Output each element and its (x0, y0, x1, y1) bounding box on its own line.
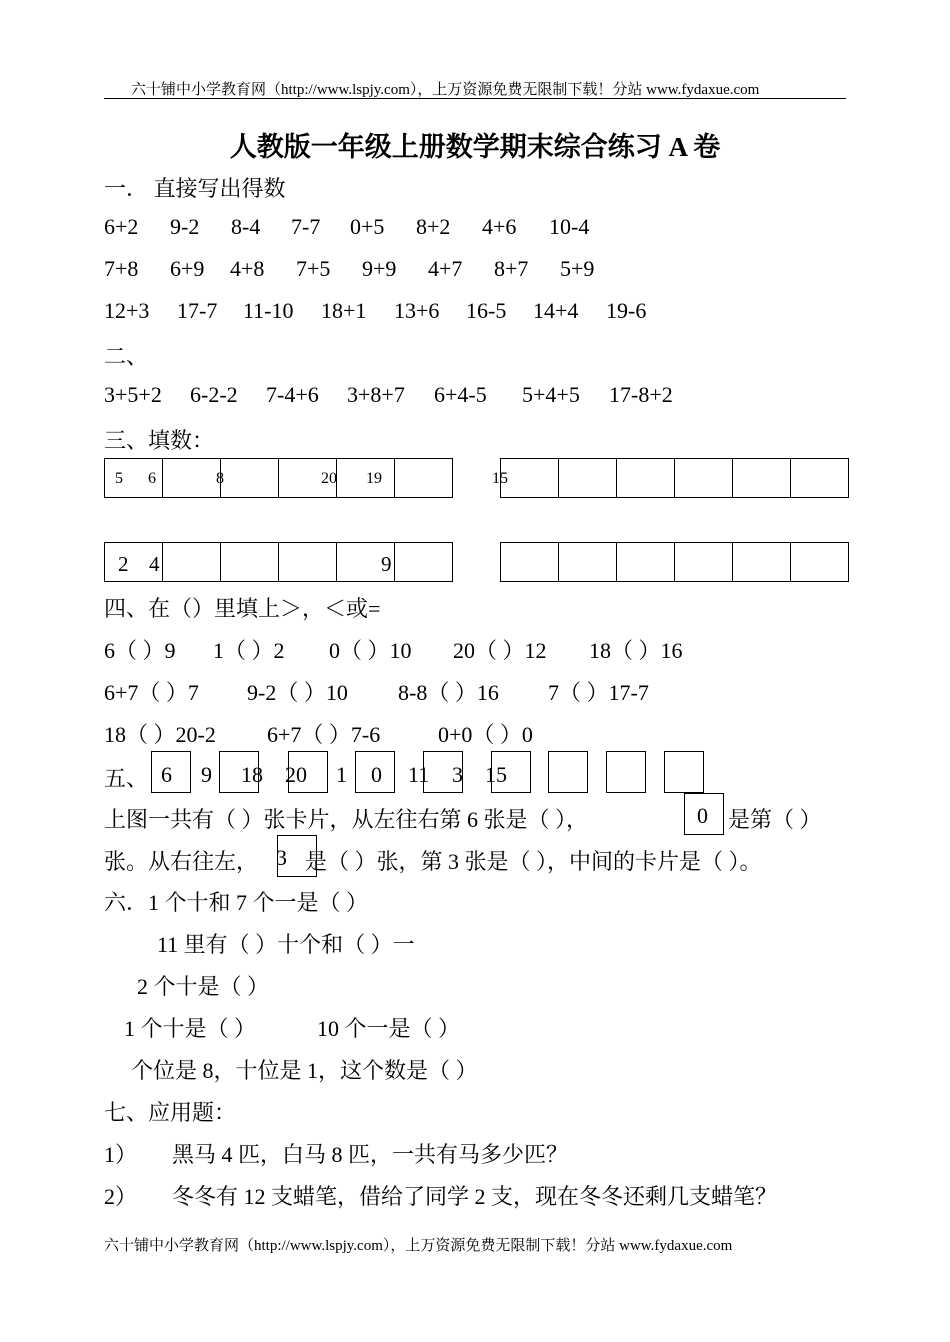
grid-cell[interactable] (559, 459, 617, 497)
inline-card-value: 3 (276, 845, 287, 870)
card-value: 6 (161, 762, 172, 787)
expression: 16-5 (466, 298, 507, 323)
section-4-row-1 (104, 634, 724, 664)
blank-card (548, 751, 588, 793)
grid-cell[interactable] (163, 459, 221, 497)
expression: 4+7 (428, 256, 463, 281)
expression: 19-6 (606, 298, 647, 323)
expression: 9-2 (170, 214, 200, 239)
grid-number: 5 (115, 470, 123, 487)
section-6-line-4b: 10 个一是（ ） (317, 1016, 461, 1041)
expression: 4+8 (230, 256, 265, 281)
section-2-title: 二、 (104, 344, 149, 369)
expression: 11-10 (243, 298, 294, 323)
comparison: 6+7（ ）7-6 (267, 722, 381, 747)
page-header: 六十铺中小学教育网（http://www.lspjy.com），上万资源免费无限制下载！分站 www.fydaxue.com (131, 82, 760, 98)
section-6-line-2: 11 里有（ ）十个和（ ）一 (157, 932, 415, 957)
section-7-title: 七、应用题： (104, 1100, 237, 1125)
grid-cell[interactable] (733, 459, 791, 497)
card-value: 20 (285, 762, 307, 787)
inline-card-value: 0 (697, 803, 708, 828)
comparison: 8-8（ ）16 (398, 680, 499, 705)
grid-cell[interactable] (221, 459, 279, 497)
number-grid-3 (104, 542, 453, 582)
comparison: 9-2（ ）10 (247, 680, 348, 705)
expression: 7-4+6 (266, 382, 319, 407)
grid-cell[interactable] (617, 459, 675, 497)
section-6-line-3: 2 个十是（ ） (137, 974, 270, 999)
word-problem-2: 冬冬有 12 支蜡笔，借给了同学 2 支，现在冬冬还剩几支蜡笔？ (172, 1184, 778, 1209)
expression: 8+2 (416, 214, 451, 239)
section-1-row-2 (104, 256, 704, 286)
section-5-question-1-end: 是第（ ） (728, 807, 822, 832)
blank-card (664, 751, 704, 793)
expression: 13+6 (394, 298, 440, 323)
grid-number: 4 (149, 552, 160, 576)
expression: 8-4 (231, 214, 261, 239)
expression: 10-4 (549, 214, 590, 239)
grid-number: 15 (492, 470, 508, 487)
expression: 7-7 (291, 214, 321, 239)
section-3-title: 三、填数： (104, 428, 215, 453)
expression: 5+4+5 (522, 382, 580, 407)
section-4-row-2 (104, 676, 724, 706)
section-6-line-1: 六．1 个十和 7 个一是（ ） (104, 890, 369, 915)
grid-number: 20 (321, 470, 337, 487)
comparison: 6+7（ ）7 (104, 680, 199, 705)
grid-cell[interactable] (279, 543, 337, 581)
grid-cell[interactable] (501, 459, 559, 497)
section-1-row-3 (104, 298, 704, 328)
section-6-line-5: 个位是 8，十位是 1，这个数是（ ） (131, 1058, 478, 1083)
section-6-line-4a: 1 个十是（ ） (124, 1016, 257, 1041)
section-4-row-3 (104, 718, 724, 748)
expression: 12+3 (104, 298, 150, 323)
expression: 17-8+2 (609, 382, 673, 407)
question-number: 2） (104, 1184, 138, 1209)
comparison: 7（ ）17-7 (548, 680, 649, 705)
section-5-title: 五、 (104, 766, 149, 791)
card-value: 15 (485, 762, 507, 787)
page-footer: 六十铺中小学教育网（http://www.lspjy.com），上万资源免费无限制下载！分站 www.fydaxue.com (104, 1238, 733, 1254)
expression: 18+1 (321, 298, 367, 323)
section-1-title: 一． 直接写出得数 (104, 176, 286, 201)
card-value: 3 (452, 762, 463, 787)
expression: 3+5+2 (104, 382, 162, 407)
page-title: 人教版一年级上册数学期末综合练习 A 卷 (229, 132, 721, 162)
expression: 6+9 (170, 256, 205, 281)
section-5-question-2-end: 是（ ）张，第 3 张是（ ），中间的卡片是（ ）。 (305, 849, 762, 874)
grid-cell[interactable] (617, 543, 675, 581)
comparison: 0+0（ ）0 (438, 722, 533, 747)
grid-cell[interactable] (221, 543, 279, 581)
expression: 17-7 (177, 298, 218, 323)
card-value: 1 (336, 762, 347, 787)
grid-number: 6 (148, 470, 156, 487)
section-2-row (104, 382, 724, 412)
expression: 0+5 (350, 214, 385, 239)
grid-number: 2 (118, 552, 129, 576)
comparison: 0（ ）10 (329, 638, 412, 663)
grid-number: 19 (366, 470, 382, 487)
blank-card (606, 751, 646, 793)
comparison: 20（ ）12 (453, 638, 547, 663)
card-value: 11 (408, 762, 430, 787)
expression: 5+9 (560, 256, 595, 281)
comparison: 1（ ）2 (213, 638, 285, 663)
expression: 7+8 (104, 256, 139, 281)
section-1-row-1 (104, 214, 704, 244)
comparison: 6（ ）9 (104, 638, 176, 663)
expression: 6+4-5 (434, 382, 487, 407)
grid-number: 9 (381, 552, 392, 576)
expression: 8+7 (494, 256, 529, 281)
section-4-title: 四、在（）里填上＞，＜或= (104, 596, 381, 621)
grid-cell[interactable] (675, 543, 733, 581)
expression: 6-2-2 (190, 382, 238, 407)
card-value: 18 (241, 762, 263, 787)
word-problem-1: 黑马 4 匹，白马 8 匹，一共有马多少匹？ (172, 1142, 569, 1167)
expression: 14+4 (533, 298, 579, 323)
section-5-question-2: 张。从右往左， (104, 849, 259, 874)
expression: 6+2 (104, 214, 139, 239)
comparison: 18（ ）20-2 (104, 722, 216, 747)
number-grid-1 (104, 458, 453, 498)
grid-cell[interactable] (559, 543, 617, 581)
grid-cell[interactable] (501, 543, 559, 581)
section-5-question-1: 上图一共有（ ）张卡片，从左往右第 6 张是（ ）， (104, 807, 589, 832)
grid-cell[interactable] (733, 543, 791, 581)
header-divider (104, 98, 846, 99)
expression: 4+6 (482, 214, 517, 239)
card-value: 9 (201, 762, 212, 787)
number-grid-4 (500, 542, 849, 582)
question-number: 1） (104, 1142, 138, 1167)
expression: 3+8+7 (347, 382, 405, 407)
number-grid-2 (492, 458, 849, 498)
expression: 7+5 (296, 256, 331, 281)
comparison: 18（ ）16 (589, 638, 683, 663)
grid-cell[interactable] (675, 459, 733, 497)
card-value: 0 (371, 762, 382, 787)
grid-cell[interactable] (163, 543, 221, 581)
expression: 9+9 (362, 256, 397, 281)
grid-number: 8 (216, 470, 224, 487)
